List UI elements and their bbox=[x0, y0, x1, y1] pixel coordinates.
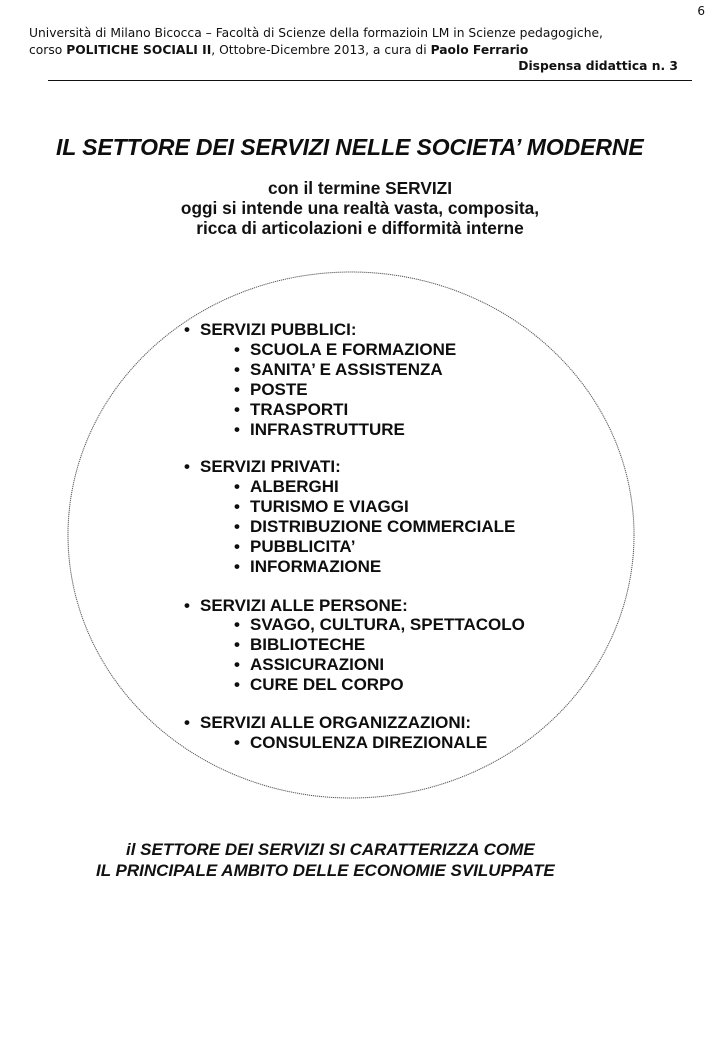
list-item bbox=[234, 675, 404, 695]
header-divider bbox=[48, 80, 692, 81]
category-label: SERVIZI PUBBLICI: bbox=[200, 320, 357, 339]
item-label: SVAGO, CULTURA, SPETTACOLO bbox=[250, 615, 525, 634]
item-label: POSTE bbox=[250, 380, 308, 399]
item-label: TURISMO E VIAGGI bbox=[250, 497, 409, 516]
item-label: CURE DEL CORPO bbox=[250, 675, 404, 694]
category-private-services bbox=[184, 457, 341, 477]
list-item bbox=[234, 615, 525, 635]
page-title: IL SETTORE DEI SERVIZI NELLE SOCIETA’ MODERNE bbox=[56, 134, 644, 160]
bullet-icon: • bbox=[234, 675, 240, 694]
category-label: SERVIZI ALLE ORGANIZZAZIONI: bbox=[200, 713, 472, 732]
list-item bbox=[234, 420, 405, 440]
category-label: SERVIZI ALLE PERSONE: bbox=[200, 596, 408, 615]
bullet-icon: • bbox=[234, 340, 240, 359]
category-public-services bbox=[184, 320, 356, 340]
bullet-icon: • bbox=[234, 400, 240, 419]
item-label: INFORMAZIONE bbox=[250, 557, 382, 576]
item-label: ASSICURAZIONI bbox=[250, 655, 385, 674]
conclusion-line: il SETTORE DEI SERVIZI SI CARATTERIZZA COME bbox=[126, 840, 535, 859]
list-item bbox=[234, 537, 355, 557]
conclusion-line: IL PRINCIPALE AMBITO DELLE ECONOMIE SVILUPPATE bbox=[96, 861, 555, 880]
bullet-icon: • bbox=[234, 517, 240, 536]
header-author: Paolo Ferrario bbox=[430, 43, 529, 57]
conclusion-text bbox=[0, 839, 720, 881]
intro-line: con il termine SERVIZI bbox=[267, 178, 453, 198]
item-label: CONSULENZA DIREZIONALE bbox=[250, 733, 488, 752]
bullet-icon: • bbox=[234, 615, 240, 634]
handout-label: Dispensa didattica n. 3 bbox=[518, 59, 678, 73]
item-label: TRASPORTI bbox=[250, 400, 349, 419]
header-dates: , Ottobre-Dicembre 2013, a cura di bbox=[211, 43, 431, 57]
header-course-name: POLITICHE SOCIALI II bbox=[66, 43, 212, 57]
bullet-icon: • bbox=[234, 477, 240, 496]
header-line-2 bbox=[29, 42, 699, 59]
list-item bbox=[234, 340, 456, 360]
bullet-icon: • bbox=[234, 420, 240, 439]
list-item bbox=[234, 360, 443, 380]
category-personal-services bbox=[184, 596, 408, 616]
item-label: DISTRIBUZIONE COMMERCIALE bbox=[250, 517, 516, 536]
list-item bbox=[234, 477, 339, 497]
document-header bbox=[29, 25, 699, 59]
item-label: PUBBLICITA’ bbox=[250, 537, 356, 556]
list-item bbox=[234, 635, 365, 655]
bullet-icon: • bbox=[234, 733, 240, 752]
item-label: BIBLIOTECHE bbox=[250, 635, 366, 654]
bullet-icon: • bbox=[184, 320, 190, 339]
intro-text bbox=[0, 178, 720, 238]
intro-line: oggi si intende una realtà vasta, composita, bbox=[180, 198, 540, 218]
intro-line: ricca di articolazioni e difformità interne bbox=[196, 218, 524, 238]
list-item bbox=[234, 380, 308, 400]
category-label: SERVIZI PRIVATI: bbox=[200, 457, 341, 476]
item-label: INFRASTRUTTURE bbox=[250, 420, 405, 439]
list-item bbox=[234, 557, 381, 577]
page-number: 6 bbox=[697, 4, 705, 18]
item-label: SANITA’ E ASSISTENZA bbox=[250, 360, 443, 379]
list-item bbox=[234, 733, 487, 753]
category-organization-services bbox=[184, 713, 471, 733]
bullet-icon: • bbox=[234, 360, 240, 379]
bullet-icon: • bbox=[184, 713, 190, 732]
item-label: ALBERGHI bbox=[250, 477, 339, 496]
list-item bbox=[234, 400, 348, 420]
header-course-prefix: corso bbox=[29, 43, 67, 57]
bullet-icon: • bbox=[234, 497, 240, 516]
bullet-icon: • bbox=[184, 457, 190, 476]
list-item bbox=[234, 655, 384, 675]
bullet-icon: • bbox=[234, 537, 240, 556]
list-item bbox=[234, 517, 515, 537]
item-label: SCUOLA E FORMAZIONE bbox=[250, 340, 457, 359]
bullet-icon: • bbox=[234, 655, 240, 674]
bullet-icon: • bbox=[234, 557, 240, 576]
list-item bbox=[234, 497, 409, 517]
bullet-icon: • bbox=[184, 596, 190, 615]
bullet-icon: • bbox=[234, 380, 240, 399]
bullet-icon: • bbox=[234, 635, 240, 654]
header-line-1: Università di Milano Bicocca – Facoltà di Scienze della formazioin LM in Scienze pedagogiche, bbox=[29, 26, 603, 40]
